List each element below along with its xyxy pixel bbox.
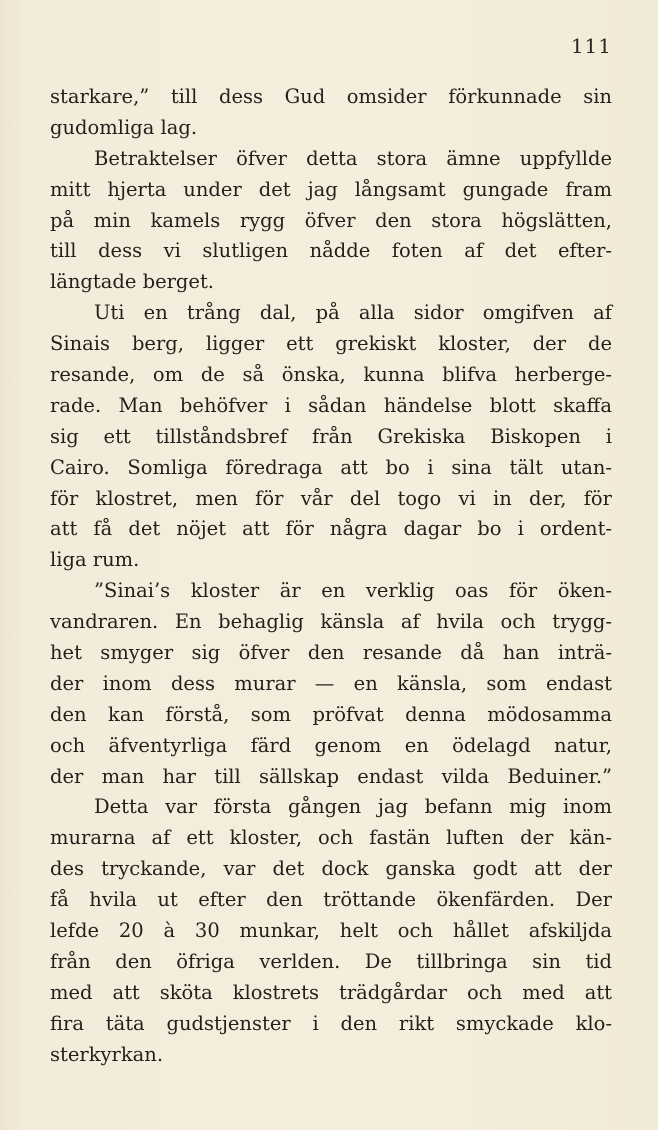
text-line: den kan förstå, som pröfvat denna mödosamma <box>50 702 612 726</box>
text-line: gudomliga lag. <box>50 115 198 139</box>
body-text <box>50 82 612 1071</box>
text-line: sig ett tillståndsbref från Grekiska Biskopen i <box>50 424 612 448</box>
text-line: sterkyrkan. <box>50 1042 164 1066</box>
page-number: 111 <box>570 34 612 58</box>
text-line: starkare,” till dess Gud omsider förkunnade sin <box>50 85 612 108</box>
text-line: på min kamels rygg öfver den stora högslätten, <box>50 208 612 232</box>
text-line: till dess vi slutligen nådde foten af det efter- <box>50 239 612 263</box>
text-line: längtade berget. <box>50 270 214 294</box>
text-line: murarna af ett kloster, och fastän luften der kän- <box>50 826 612 850</box>
text-line: het smyger sig öfver den resande då han inträ- <box>50 641 612 665</box>
text-line: mitt hjerta under det jag långsamt gungade fram <box>50 177 612 201</box>
text-line: ”Sinai’s kloster är en verklig oas för öken- <box>94 579 612 603</box>
text-line: Uti en trång dal, på alla sidor omgifven af <box>94 301 612 325</box>
text-line: des tryckande, var det dock ganska godt att der <box>50 857 612 881</box>
text-line: från den öfriga verlden. De tillbringa sin tid <box>50 949 612 973</box>
text-line: der man har till sällskap endast vilda Beduiner.” <box>50 764 612 788</box>
text-line: vandraren. En behaglig känsla af hvila och trygg- <box>50 610 612 634</box>
text-line: Cairo. Somliga föredraga att bo i sina tält utan- <box>50 455 612 479</box>
text-line: Detta var första gången jag befann mig inom <box>94 795 612 819</box>
text-line: Betraktelser öfver detta stora ämne uppfyllde <box>94 146 612 170</box>
text-line: lefde 20 à 30 munkar, helt och hållet afskiljda <box>50 919 612 943</box>
text-line: med att sköta klostrets trädgårdar och med att <box>50 980 612 1004</box>
text-line: liga rum. <box>50 548 140 572</box>
text-line: fira täta gudstjenster i den rikt smyckade klo- <box>50 1011 612 1035</box>
text-line: rade. Man behöfver i sådan händelse blott skaffa <box>50 393 612 417</box>
text-line: för klostret, men för vår del togo vi in der, för <box>50 486 612 510</box>
text-line: och äfventyrliga färd genom en ödelagd natur, <box>50 733 612 757</box>
text-line: få hvila ut efter den tröttande ökenfärden. Der <box>50 888 612 912</box>
text-line: resande, om de så önska, kunna blifva herberge- <box>50 363 612 387</box>
text-line: att få det nöjet att för några dagar bo i ordent- <box>50 517 612 541</box>
text-line: Sinais berg, ligger ett grekiskt kloster, der de <box>50 332 612 356</box>
text-line: der inom dess murar — en känsla, som endast <box>50 671 612 695</box>
